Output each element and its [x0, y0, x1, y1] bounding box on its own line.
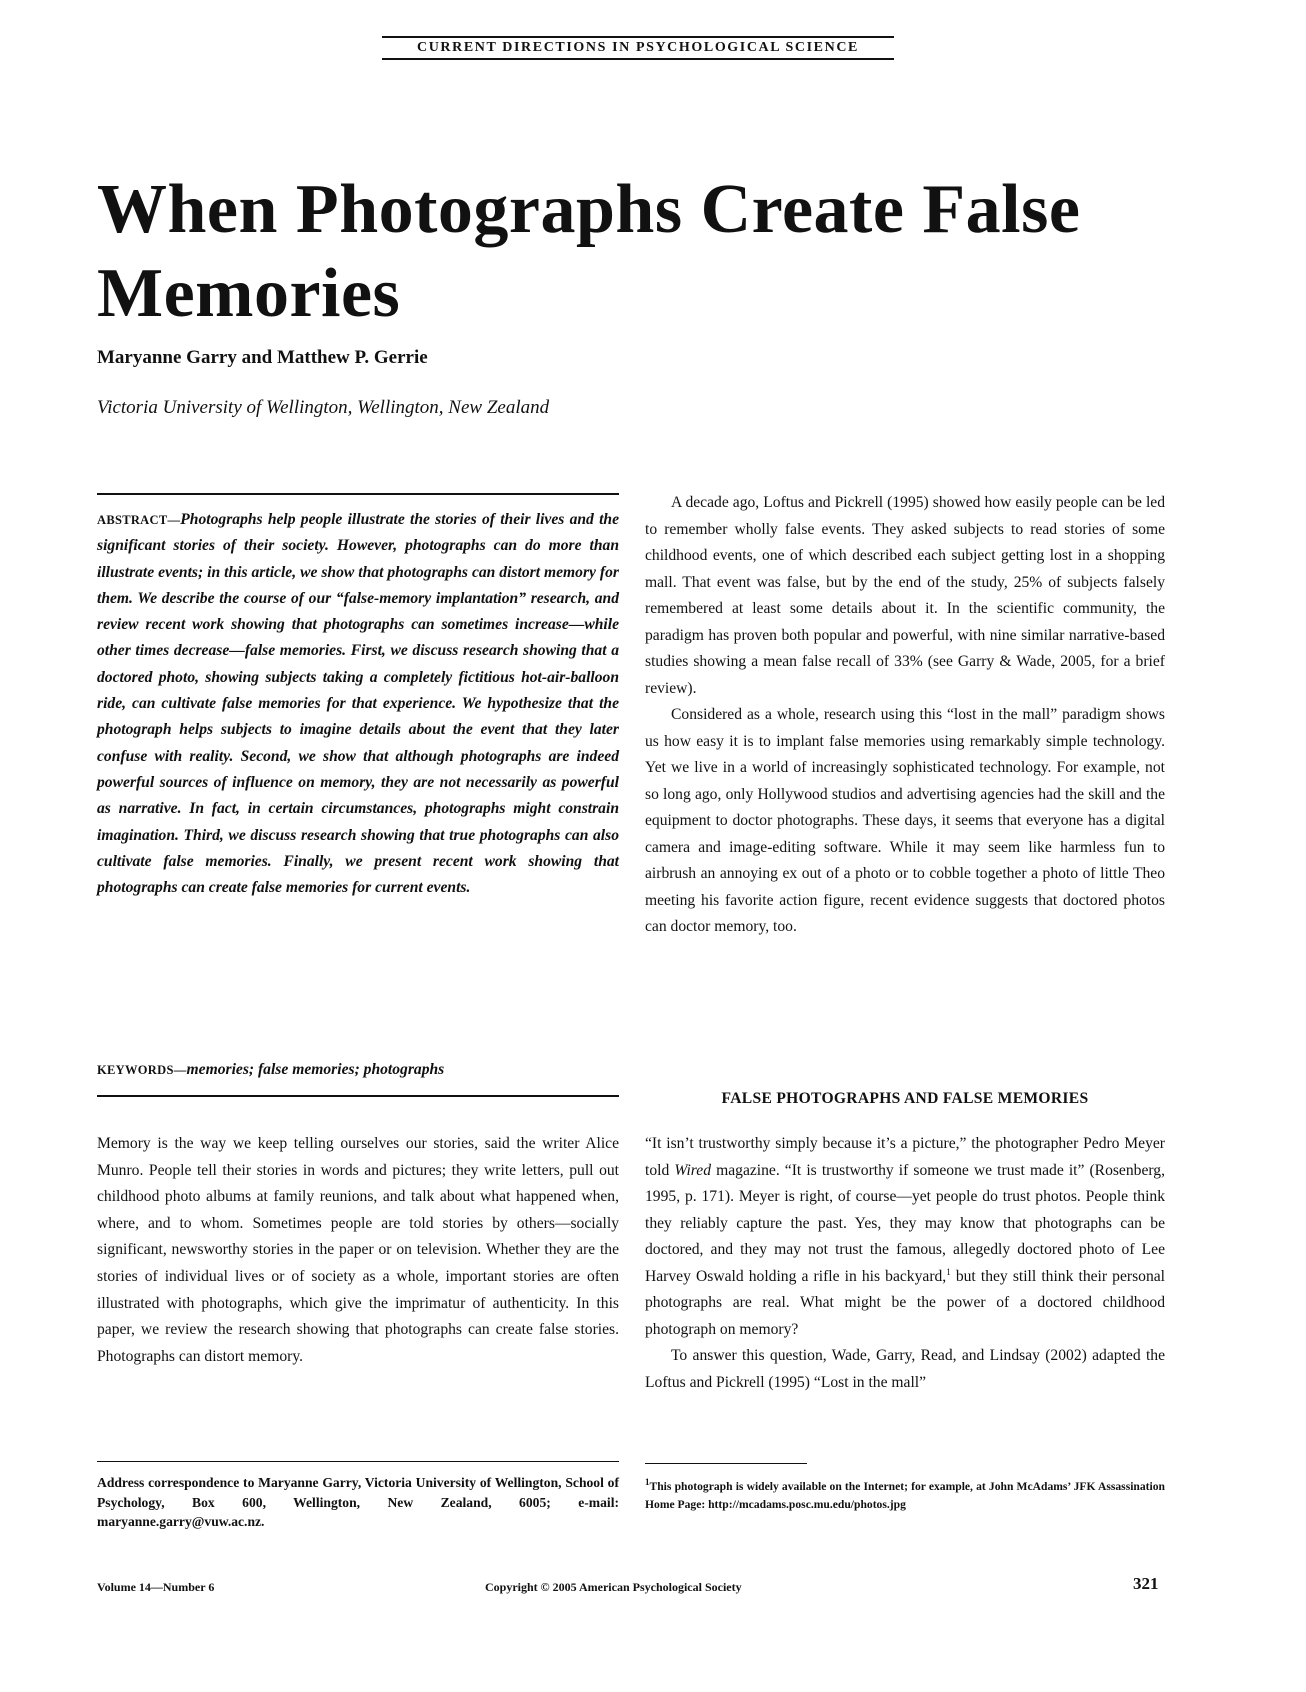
- footnote-rule: [645, 1463, 807, 1464]
- section-heading: FALSE PHOTOGRAPHS AND FALSE MEMORIES: [721, 1090, 1089, 1107]
- para3-part-a: “It isn’t trustworthy simply because it’s a picture,” the photographer Pedro Meyer told: [645, 1135, 1165, 1179]
- author-affiliation: Victoria University of Wellington, Wellington, New Zealand: [97, 397, 550, 418]
- footnote-reference: 1: [946, 1266, 951, 1277]
- correspondence-address: Address correspondence to Maryanne Garry, Victoria University of Wellington, School of Psychology, Box 600, Wellington, New Zealand, 6005; e-mail: maryanne.garry@vuw.ac.nz.: [97, 1475, 619, 1529]
- body-paragraph-4: To answer this question, Wade, Garry, Read, and Lindsay (2002) adapted the Loftus and Pickrell (1995) “Lost in the mall”: [645, 1347, 1165, 1391]
- section-body: [645, 1131, 1165, 1396]
- footnote: [645, 1478, 1165, 1513]
- footnote-marker: 1: [645, 1477, 650, 1488]
- abstract-body: Photographs help people illustrate the stories of their lives and the significant stories of their society. However, photographs can do more than illustrate events; in this article, we show that photographs can distort memory for them. We describe the course of our “false-memory implantation” research, and review recent work showing that photographs can sometimes increase—while other times decrease—false memories. First, we discuss research showing that a doctored photo, showing subjects taking a completely fictitious hot-air-balloon ride, can cultivate false memories for that experience. We hypothesize that the photograph helps subjects to imagine details about the event that they later confuse with reality. Second, we show that although photographs are indeed powerful sources of influence on memory, they are not necessarily as powerful as narrative. In fact, in certain circumstances, photographs might constrain imagination. Third, we discuss research showing that true photographs can also cultivate false memories. Finally, we present recent work showing that photographs can create false memories for current events.: [97, 511, 619, 897]
- footer-copyright: Copyright © 2005 American Psychological Society: [485, 1580, 742, 1594]
- abstract-paragraph: [97, 507, 619, 901]
- wired-magazine-name: Wired: [674, 1161, 712, 1179]
- journal-header: CURRENT DIRECTIONS IN PSYCHOLOGICAL SCIENCE: [382, 36, 894, 60]
- page-number: 321: [1133, 1574, 1159, 1593]
- introduction-section: [97, 1131, 619, 1370]
- article-authors: Maryanne Garry and Matthew P. Gerrie: [97, 347, 428, 368]
- footer-volume: Volume 14—Number 6: [97, 1580, 215, 1594]
- correspondence-rule: [97, 1461, 619, 1462]
- keywords-label: KEYWORDS—: [97, 1063, 187, 1077]
- footnote-text: This photograph is widely available on the Internet; for example, at John McAdams’ JFK Assassination Home Page: http://mcadams.posc.mu.edu/photos.jpg: [645, 1480, 1165, 1511]
- body-paragraph-1: A decade ago, Loftus and Pickrell (1995) showed how easily people can be led to remember wholly false events. They asked subjects to read stories of some childhood events, one of which described each subject getting lost in a shopping mall. That event was false, but by the end of the study, 25% of subjects falsely remembered at least some details about it. In the scientific community, the paradigm has proven both popular and powerful, with nine similar narrative-based studies showing a mean false recall of 33% (see Garry & Wade, 2005, for a brief review).: [645, 494, 1165, 697]
- intro-paragraph: Memory is the way we keep telling ourselves our stories, said the writer Alice Munro. People tell their stories in words and pictures; they write letters, pull out childhood photo albums at family reunions, and talk about what happened when, where, and to whom. Sometimes people are told stories by others—socially significant, newsworthy stories in the paper or on television. Whether they are the stories of individual lives or of society as a whole, important stories are often illustrated with photographs, which give the imprimatur of authenticity. In this paper, we review the research showing that photographs can create false stories. Photographs can distort memory.: [97, 1135, 619, 1365]
- keywords-bottom-rule: [97, 1095, 619, 1097]
- body-paragraph-3: [645, 1131, 1165, 1343]
- abstract-section: [97, 493, 619, 901]
- para3-part-c: but they still think their personal photographs are real. What might be the power of a doctored childhood photograph on memory?: [645, 1267, 1166, 1338]
- abstract-label: ABSTRACT—: [97, 513, 181, 527]
- keywords-line: [97, 1059, 619, 1097]
- abstract-top-rule: [97, 493, 619, 495]
- body-paragraph-2: Considered as a whole, research using this “lost in the mall” paradigm shows us how easy it is to implant false memories using remarkably simple technology. Yet we live in a world of increasingly sophisticated technology. For example, not so long ago, only Hollywood studios and advertising agencies had the skill and the equipment to doctor photographs. These days, it seems that everyone has a digital camera and image-editing software. While it may seem like harmless fun to airbrush an annoying ex out of a photo or to cobble together a photo of little Theo meeting his favorite action figure, recent evidence suggests that doctored photos can doctor memory, too.: [645, 706, 1165, 935]
- right-column-intro: [645, 490, 1165, 941]
- keywords-text: memories; false memories; photographs: [186, 1061, 445, 1078]
- para3-part-b: magazine. “It is trustworthy if someone we trust made it” (Rosenberg, 1995, p. 171). Meyer is right, of course—yet people do trust photos. People think they reliably capture the past. Yes, they may know that photographs can be doctored, and they may not trust the famous, allegedly doctored photo of Lee Harvey Oswald holding a rifle in his backyard,: [645, 1161, 1165, 1285]
- article-title: When Photographs Create False Memories: [97, 171, 1081, 332]
